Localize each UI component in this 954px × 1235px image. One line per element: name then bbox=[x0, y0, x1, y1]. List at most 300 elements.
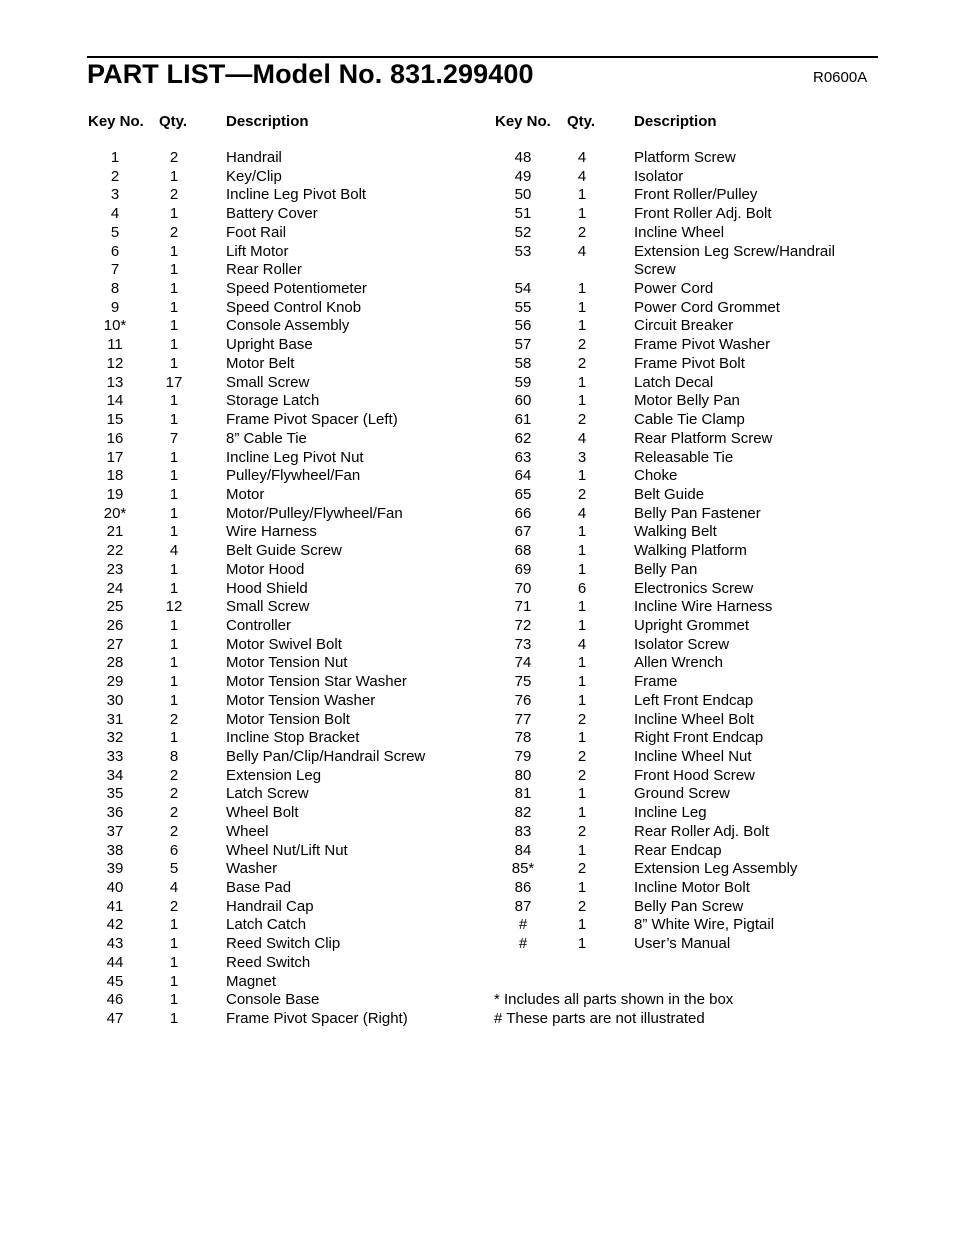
description-cell: Isolator Screw bbox=[634, 635, 730, 653]
description-cell: 8” Cable Tie bbox=[226, 429, 307, 447]
key-no-cell: 60 bbox=[514, 392, 532, 410]
description-cell: Belly Pan bbox=[634, 560, 698, 578]
key-no-cell: 27 bbox=[106, 635, 124, 653]
qty-cell: 2 bbox=[577, 710, 587, 728]
table-row bbox=[0, 280, 954, 299]
key-no-cell: 42 bbox=[106, 916, 124, 934]
description-cell: Walking Platform bbox=[634, 542, 747, 560]
description-cell: Ground Screw bbox=[634, 785, 730, 803]
qty-cell: 4 bbox=[577, 429, 587, 447]
key-no-cell: 45 bbox=[106, 972, 124, 990]
qty-cell: 1 bbox=[577, 673, 587, 691]
key-no-cell: 53 bbox=[514, 242, 532, 260]
description-cell: Latch Decal bbox=[634, 373, 714, 391]
table-row bbox=[0, 542, 954, 561]
qty-cell: 1 bbox=[577, 654, 587, 672]
qty-cell: 2 bbox=[577, 411, 587, 429]
key-no-cell: 50 bbox=[514, 186, 532, 204]
description-cell: Belt Guide Screw bbox=[226, 542, 342, 560]
qty-cell: 4 bbox=[577, 635, 587, 653]
description-cell: Wheel Bolt bbox=[226, 804, 299, 822]
description-cell: Cable Tie Clamp bbox=[634, 411, 745, 429]
key-no-cell: 21 bbox=[106, 523, 124, 541]
description-cell: Walking Belt bbox=[634, 523, 717, 541]
qty-cell: 12 bbox=[165, 598, 183, 616]
qty-cell: 1 bbox=[169, 392, 179, 410]
table-row bbox=[0, 430, 954, 449]
key-no-cell: 81 bbox=[514, 785, 532, 803]
key-no-cell: 19 bbox=[106, 485, 124, 503]
description-cell: User’s Manual bbox=[634, 935, 731, 953]
key-no-cell: 13 bbox=[106, 373, 124, 391]
qty-cell: 1 bbox=[169, 205, 179, 223]
description-cell: Motor Swivel Bolt bbox=[226, 635, 342, 653]
key-no-cell: 16 bbox=[106, 429, 124, 447]
description-cell: Choke bbox=[634, 467, 678, 485]
key-no-cell: 74 bbox=[514, 654, 532, 672]
qty-cell: 1 bbox=[169, 280, 179, 298]
description-cell: Motor/Pulley/Flywheel/Fan bbox=[226, 504, 403, 522]
table-row bbox=[0, 580, 954, 599]
table-row bbox=[0, 561, 954, 580]
table-row bbox=[0, 898, 954, 917]
key-no-cell: 70 bbox=[514, 579, 532, 597]
description-cell: Wire Harness bbox=[226, 523, 317, 541]
description-cell: Reed Switch Clip bbox=[226, 935, 341, 953]
description-cell: Incline Leg bbox=[634, 804, 707, 822]
key-no-cell: 29 bbox=[106, 673, 124, 691]
description-cell: Frame Pivot Bolt bbox=[634, 354, 745, 372]
table-row bbox=[0, 860, 954, 879]
table-row bbox=[0, 449, 954, 468]
key-no-cell: 11 bbox=[107, 336, 123, 354]
table-row bbox=[0, 598, 954, 617]
key-no-cell: 57 bbox=[514, 336, 532, 354]
description-cell: Upright Base bbox=[226, 336, 313, 354]
key-no-cell: 66 bbox=[514, 504, 532, 522]
description-cell: Isolator bbox=[634, 167, 684, 185]
description-cell: Rear Roller bbox=[226, 261, 302, 279]
table-row bbox=[0, 168, 954, 187]
right-parts-table bbox=[0, 149, 954, 954]
qty-cell: 1 bbox=[169, 579, 179, 597]
key-no-cell: 83 bbox=[514, 822, 532, 840]
key-no-cell: 82 bbox=[514, 804, 532, 822]
qty-cell: 1 bbox=[577, 598, 587, 616]
qty-cell: 1 bbox=[169, 1010, 179, 1028]
key-no-cell: 14 bbox=[106, 392, 124, 410]
key-no-cell: 54 bbox=[514, 280, 532, 298]
table-row bbox=[0, 767, 954, 786]
key-no-cell: 63 bbox=[514, 448, 532, 466]
key-no-cell: 75 bbox=[514, 673, 532, 691]
right-header-desc: Description bbox=[634, 113, 717, 130]
qty-cell: 1 bbox=[169, 616, 179, 634]
table-row bbox=[0, 954, 480, 973]
page-title: PART LIST—Model No. 831.299400 bbox=[87, 59, 534, 89]
description-cell: Rear Platform Screw bbox=[634, 429, 773, 447]
qty-cell: 2 bbox=[169, 822, 179, 840]
qty-cell: 1 bbox=[577, 373, 587, 391]
key-no-cell: 20* bbox=[103, 504, 127, 522]
qty-cell: 1 bbox=[169, 635, 179, 653]
description-cell: Key/Clip bbox=[226, 167, 282, 185]
key-no-cell: 62 bbox=[514, 429, 532, 447]
qty-cell: 2 bbox=[169, 897, 179, 915]
description-cell: Motor Tension Washer bbox=[226, 691, 376, 709]
qty-cell: 5 bbox=[169, 860, 179, 878]
key-no-cell: 85* bbox=[511, 860, 535, 878]
qty-cell: 2 bbox=[577, 223, 587, 241]
qty-cell: 2 bbox=[169, 223, 179, 241]
description-cell: Screw bbox=[634, 261, 676, 279]
table-row bbox=[0, 916, 954, 935]
key-no-cell: 32 bbox=[106, 729, 124, 747]
key-no-cell: 30 bbox=[106, 691, 124, 709]
qty-cell: 7 bbox=[169, 429, 179, 447]
description-cell: Belt Guide bbox=[634, 485, 705, 503]
description-cell: Front Roller/Pulley bbox=[634, 186, 758, 204]
table-row bbox=[0, 785, 954, 804]
key-no-cell: 17 bbox=[106, 448, 124, 466]
table-row bbox=[0, 523, 954, 542]
key-no-cell: 37 bbox=[106, 822, 124, 840]
qty-cell: 1 bbox=[577, 916, 587, 934]
key-no-cell: 48 bbox=[514, 149, 532, 166]
qty-cell: 1 bbox=[169, 991, 179, 1009]
description-cell: 8” White Wire, Pigtail bbox=[634, 916, 775, 934]
qty-cell: 1 bbox=[169, 673, 179, 691]
table-row bbox=[0, 692, 954, 711]
description-cell: Pulley/Flywheel/Fan bbox=[226, 467, 361, 485]
table-row bbox=[0, 636, 954, 655]
qty-cell: 1 bbox=[169, 504, 179, 522]
description-cell: Incline Leg Pivot Nut bbox=[226, 448, 364, 466]
qty-cell: 1 bbox=[577, 392, 587, 410]
qty-cell: 1 bbox=[169, 523, 179, 541]
key-no-cell: 47 bbox=[106, 1010, 124, 1028]
table-row bbox=[0, 991, 480, 1010]
description-cell: Incline Wheel Bolt bbox=[634, 710, 755, 728]
key-no-cell: 7 bbox=[110, 261, 120, 279]
description-cell: Foot Rail bbox=[226, 223, 287, 241]
qty-cell: 1 bbox=[577, 542, 587, 560]
left-header-desc: Description bbox=[226, 113, 309, 130]
qty-cell: 1 bbox=[577, 935, 587, 953]
description-cell: Washer bbox=[226, 860, 278, 878]
key-no-cell: 76 bbox=[514, 691, 532, 709]
key-no-cell: 72 bbox=[514, 616, 532, 634]
key-no-cell: 58 bbox=[514, 354, 532, 372]
table-row bbox=[0, 1010, 480, 1029]
description-cell: Belly Pan/Clip/Handrail Screw bbox=[226, 748, 426, 765]
qty-cell: 1 bbox=[169, 654, 179, 672]
qty-cell: 1 bbox=[577, 317, 587, 335]
table-row bbox=[0, 186, 954, 205]
description-cell: Storage Latch bbox=[226, 392, 320, 410]
left-header-qty: Qty. bbox=[159, 113, 188, 130]
key-no-cell: 77 bbox=[514, 710, 532, 728]
key-no-cell: 26 bbox=[106, 616, 124, 634]
description-cell: Incline Wheel bbox=[634, 223, 725, 241]
key-no-cell: 1 bbox=[110, 149, 120, 166]
description-cell: Incline Leg Pivot Bolt bbox=[226, 186, 367, 204]
qty-cell: 1 bbox=[169, 411, 179, 429]
description-cell: Rear Roller Adj. Bolt bbox=[634, 822, 770, 840]
description-cell: Belly Pan Fastener bbox=[634, 504, 761, 522]
qty-cell: 1 bbox=[169, 354, 179, 372]
key-no-cell: 80 bbox=[514, 766, 532, 784]
key-no-cell: 23 bbox=[106, 560, 124, 578]
table-row bbox=[0, 973, 480, 992]
qty-cell: 1 bbox=[169, 972, 179, 990]
qty-cell: 1 bbox=[169, 560, 179, 578]
description-cell: Base Pad bbox=[226, 879, 292, 897]
qty-cell: 1 bbox=[169, 691, 179, 709]
qty-cell: 1 bbox=[577, 785, 587, 803]
key-no-cell: 36 bbox=[106, 804, 124, 822]
description-cell: Small Screw bbox=[226, 598, 310, 616]
table-row bbox=[0, 261, 954, 280]
key-no-cell: 73 bbox=[514, 635, 532, 653]
description-cell: Incline Motor Bolt bbox=[634, 879, 750, 897]
qty-cell: 1 bbox=[577, 841, 587, 859]
description-cell: Extension Leg Screw/Handrail bbox=[634, 242, 835, 260]
table-row bbox=[0, 842, 954, 861]
left-header-key: Key No. bbox=[88, 113, 144, 130]
table-row bbox=[0, 392, 954, 411]
key-no-cell: 4 bbox=[110, 205, 120, 223]
table-row bbox=[0, 336, 954, 355]
table-row bbox=[0, 317, 954, 336]
description-cell: Speed Potentiometer bbox=[226, 280, 367, 298]
qty-cell: 1 bbox=[577, 523, 587, 541]
key-no-cell: 5 bbox=[110, 223, 120, 241]
description-cell: Incline Stop Bracket bbox=[226, 729, 360, 747]
qty-cell: 1 bbox=[577, 205, 587, 223]
qty-cell: 1 bbox=[169, 916, 179, 934]
description-cell: Incline Wheel Nut bbox=[634, 748, 752, 765]
description-cell: Rear Endcap bbox=[634, 841, 722, 859]
qty-cell: 1 bbox=[577, 186, 587, 204]
description-cell: Incline Wire Harness bbox=[634, 598, 773, 616]
description-cell: Circuit Breaker bbox=[634, 317, 734, 335]
qty-cell: 2 bbox=[577, 354, 587, 372]
key-no-cell: 49 bbox=[514, 167, 532, 185]
description-cell: Wheel Nut/Lift Nut bbox=[226, 841, 348, 859]
table-row bbox=[0, 935, 954, 954]
description-cell: Power Cord bbox=[634, 280, 714, 298]
table-row bbox=[0, 374, 954, 393]
qty-cell: 2 bbox=[169, 804, 179, 822]
key-no-cell: 84 bbox=[514, 841, 532, 859]
key-no-cell: 12 bbox=[106, 354, 124, 372]
table-row bbox=[0, 205, 954, 224]
qty-cell: 1 bbox=[577, 691, 587, 709]
description-cell: Frame Pivot Washer bbox=[634, 336, 771, 354]
description-cell: Left Front Endcap bbox=[634, 691, 754, 709]
key-no-cell: 69 bbox=[514, 560, 532, 578]
description-cell: Right Front Endcap bbox=[634, 729, 764, 747]
key-no-cell: 41 bbox=[106, 897, 124, 915]
table-row bbox=[0, 711, 954, 730]
right-header-key: Key No. bbox=[495, 113, 551, 130]
key-no-cell: 3 bbox=[110, 186, 120, 204]
qty-cell: 4 bbox=[169, 542, 179, 560]
qty-cell: 1 bbox=[169, 317, 179, 335]
key-no-cell: 43 bbox=[106, 935, 124, 953]
qty-cell: 1 bbox=[577, 804, 587, 822]
qty-cell: 1 bbox=[169, 298, 179, 316]
description-cell: Handrail Cap bbox=[226, 897, 314, 915]
qty-cell: 1 bbox=[577, 616, 587, 634]
key-no-cell: 38 bbox=[106, 841, 124, 859]
qty-cell: 2 bbox=[577, 822, 587, 840]
key-no-cell: 33 bbox=[106, 748, 124, 765]
description-cell: Extension Leg Assembly bbox=[634, 860, 798, 878]
qty-cell: 17 bbox=[165, 373, 183, 391]
qty-cell: 2 bbox=[169, 766, 179, 784]
table-row bbox=[0, 486, 954, 505]
qty-cell: 4 bbox=[577, 149, 587, 166]
description-cell: Console Base bbox=[226, 991, 320, 1009]
qty-cell: 1 bbox=[577, 879, 587, 897]
description-cell: Console Assembly bbox=[226, 317, 350, 335]
table-row bbox=[0, 654, 954, 673]
qty-cell: 2 bbox=[577, 860, 587, 878]
description-cell: Motor Hood bbox=[226, 560, 305, 578]
description-cell: Electronics Screw bbox=[634, 579, 754, 597]
qty-cell: 1 bbox=[169, 261, 179, 279]
qty-cell: 2 bbox=[577, 485, 587, 503]
qty-cell: 2 bbox=[577, 766, 587, 784]
qty-cell: 1 bbox=[577, 280, 587, 298]
key-no-cell: 15 bbox=[106, 411, 124, 429]
description-cell: Releasable Tie bbox=[634, 448, 734, 466]
description-cell: Front Hood Screw bbox=[634, 766, 755, 784]
note-hash: # These parts are not illustrated bbox=[494, 1010, 705, 1027]
description-cell: Latch Screw bbox=[226, 785, 309, 803]
key-no-cell: 68 bbox=[514, 542, 532, 560]
qty-cell: 1 bbox=[169, 448, 179, 466]
key-no-cell: 67 bbox=[514, 523, 532, 541]
key-no-cell: 56 bbox=[514, 317, 532, 335]
key-no-cell: 24 bbox=[106, 579, 124, 597]
table-row bbox=[0, 729, 954, 748]
qty-cell: 2 bbox=[577, 336, 587, 354]
key-no-cell: 10* bbox=[103, 317, 127, 335]
qty-cell: 8 bbox=[169, 748, 179, 765]
qty-cell: 2 bbox=[577, 897, 587, 915]
qty-cell: 1 bbox=[169, 467, 179, 485]
qty-cell: 1 bbox=[169, 242, 179, 260]
key-no-cell: 78 bbox=[514, 729, 532, 747]
key-no-cell: 8 bbox=[110, 280, 120, 298]
description-cell: Allen Wrench bbox=[634, 654, 723, 672]
description-cell: Motor Belt bbox=[226, 354, 295, 372]
description-cell: Handrail bbox=[226, 149, 282, 166]
key-no-cell: 65 bbox=[514, 485, 532, 503]
table-row bbox=[0, 299, 954, 318]
key-no-cell: 55 bbox=[514, 298, 532, 316]
key-no-cell: 71 bbox=[514, 598, 532, 616]
qty-cell: 6 bbox=[577, 579, 587, 597]
qty-cell: 1 bbox=[577, 560, 587, 578]
key-no-cell: 86 bbox=[514, 879, 532, 897]
qty-cell: 1 bbox=[169, 167, 179, 185]
document-code: R0600A bbox=[813, 69, 868, 86]
table-row bbox=[0, 243, 954, 262]
key-no-cell: 44 bbox=[106, 953, 124, 971]
key-no-cell: 39 bbox=[106, 860, 124, 878]
qty-cell: 4 bbox=[577, 167, 587, 185]
key-no-cell: 59 bbox=[514, 373, 532, 391]
key-no-cell: 2 bbox=[110, 167, 120, 185]
description-cell: Front Roller Adj. Bolt bbox=[634, 205, 772, 223]
description-cell: Speed Control Knob bbox=[226, 298, 362, 316]
key-no-cell: 18 bbox=[106, 467, 124, 485]
qty-cell: 1 bbox=[169, 953, 179, 971]
table-row bbox=[0, 823, 954, 842]
qty-cell: 1 bbox=[169, 935, 179, 953]
qty-cell: 2 bbox=[169, 785, 179, 803]
key-no-cell: 64 bbox=[514, 467, 532, 485]
description-cell: Belly Pan Screw bbox=[634, 897, 744, 915]
description-cell: Upright Grommet bbox=[634, 616, 750, 634]
qty-cell: 1 bbox=[169, 729, 179, 747]
description-cell: Frame Pivot Spacer (Left) bbox=[226, 411, 398, 429]
description-cell: Motor bbox=[226, 485, 265, 503]
qty-cell: 2 bbox=[169, 186, 179, 204]
key-no-cell: 61 bbox=[514, 411, 532, 429]
key-no-cell: 35 bbox=[106, 785, 124, 803]
description-cell: Hood Shield bbox=[226, 579, 308, 597]
description-cell: Platform Screw bbox=[634, 149, 736, 166]
table-row bbox=[0, 355, 954, 374]
key-no-cell: 22 bbox=[106, 542, 124, 560]
table-row bbox=[0, 879, 954, 898]
description-cell: Battery Cover bbox=[226, 205, 318, 223]
key-no-cell: 31 bbox=[106, 710, 124, 728]
table-row bbox=[0, 224, 954, 243]
key-no-cell: 46 bbox=[106, 991, 124, 1009]
key-no-cell: 34 bbox=[106, 766, 124, 784]
description-cell: Lift Motor bbox=[226, 242, 289, 260]
key-no-cell: 40 bbox=[106, 879, 124, 897]
description-cell: Motor Tension Star Washer bbox=[226, 673, 407, 691]
qty-cell: 4 bbox=[577, 242, 587, 260]
description-cell: Motor Belly Pan bbox=[634, 392, 740, 410]
key-no-cell: 52 bbox=[514, 223, 532, 241]
table-row bbox=[0, 617, 954, 636]
qty-cell: 1 bbox=[169, 485, 179, 503]
table-row bbox=[0, 505, 954, 524]
right-header-qty: Qty. bbox=[567, 113, 596, 130]
qty-cell: 6 bbox=[169, 841, 179, 859]
note-asterisk: * Includes all parts shown in the box bbox=[494, 991, 734, 1008]
key-no-cell: 25 bbox=[106, 598, 124, 616]
table-row bbox=[0, 149, 954, 168]
description-cell: Controller bbox=[226, 616, 292, 634]
description-cell: Frame Pivot Spacer (Right) bbox=[226, 1010, 408, 1028]
qty-cell: 2 bbox=[169, 710, 179, 728]
key-no-cell: 28 bbox=[106, 654, 124, 672]
qty-cell: 1 bbox=[577, 298, 587, 316]
description-cell: Small Screw bbox=[226, 373, 310, 391]
qty-cell: 1 bbox=[169, 336, 179, 354]
key-no-cell: 87 bbox=[514, 897, 532, 915]
qty-cell: 2 bbox=[577, 748, 587, 765]
